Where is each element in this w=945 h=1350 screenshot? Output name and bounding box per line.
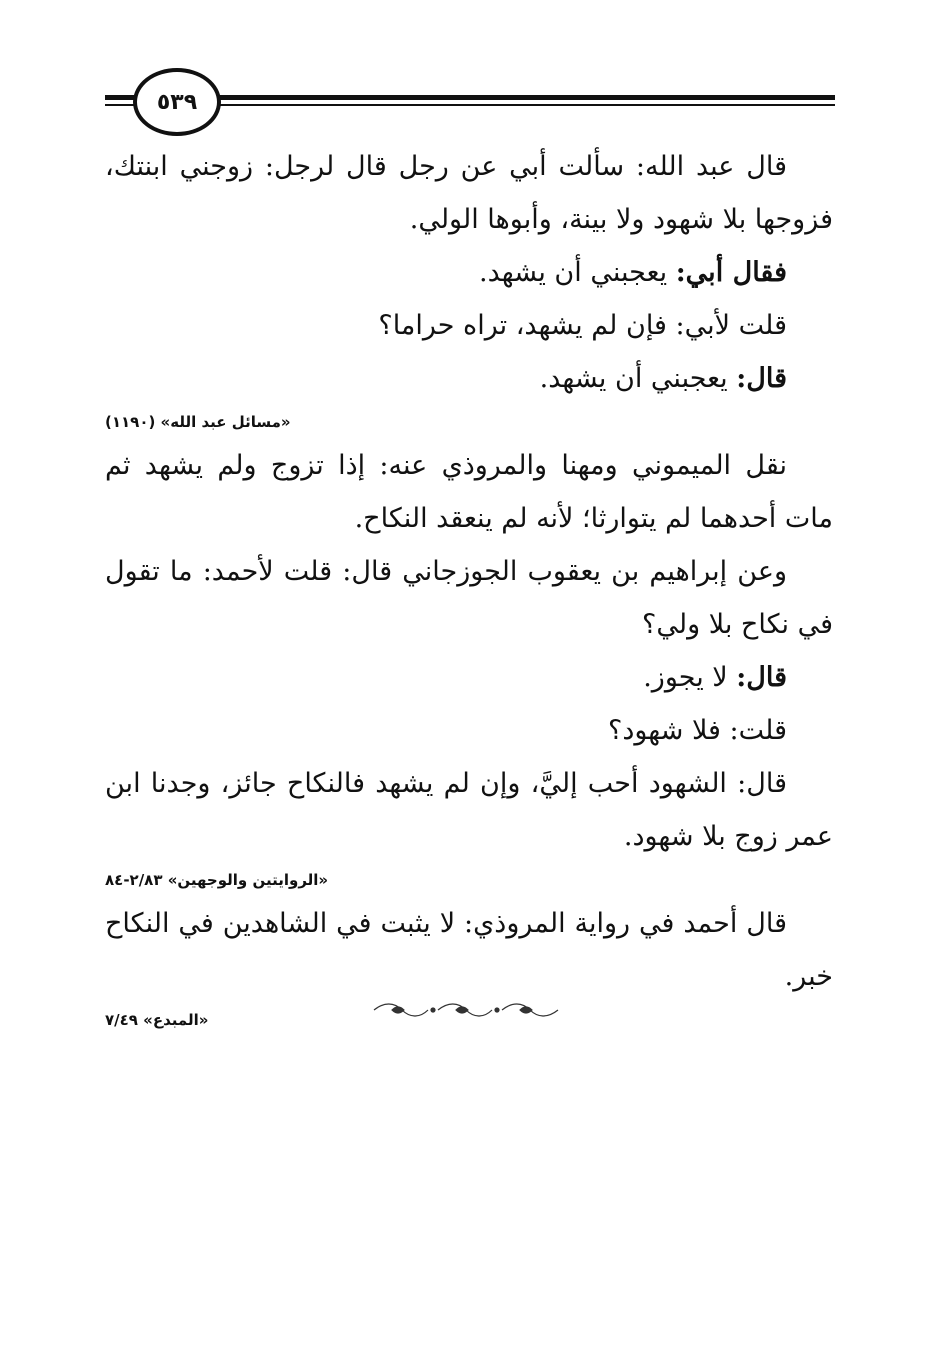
speaker-label: قال: xyxy=(736,363,787,394)
paragraph-9: قال: الشهود أحب إليَّ، وإن لم يشهد فالنكاح جائز، وجدنا ابن عمر زوج بلا شهود. xyxy=(105,768,833,852)
page-number: ٥٣٩ xyxy=(133,68,221,136)
paragraph-text: لا يجوز. xyxy=(643,662,737,693)
floral-divider-icon xyxy=(372,998,562,1022)
paragraph-8: قلت: فلا شهود؟ xyxy=(607,715,787,746)
paragraph-7 xyxy=(105,651,833,704)
paragraph-5: نقل الميموني ومهنا والمروذي عنه: إذا تزوج ولم يشهد ثم مات أحدهما لم يتوارثا؛ لأنه لم ينعقد النكاح. xyxy=(105,450,833,534)
speaker-label: قال: xyxy=(736,662,787,693)
paragraph-10: قال أحمد في رواية المروذي: لا يثبت في الشاهدين في النكاح خبر. xyxy=(105,908,833,992)
paragraph-4 xyxy=(105,352,833,405)
source-citation-3: «المبدع» ٧/٤٩ xyxy=(105,1011,209,1029)
speaker-label: فقال أبي: xyxy=(675,257,787,288)
paragraph-1: قال عبد الله: سألت أبي عن رجل قال لرجل: زوجني ابنتك، فزوجها بلا شهود ولا بينة، وأبوها الولي. xyxy=(105,151,833,235)
paragraph-3: قلت لأبي: فإن لم يشهد، تراه حراما؟ xyxy=(378,310,787,341)
paragraph-6: وعن إبراهيم بن يعقوب الجوزجاني قال: قلت لأحمد: ما تقول في نكاح بلا ولي؟ xyxy=(105,556,833,640)
page-body xyxy=(105,140,833,1037)
source-citation-2: «الروايتين والوجهين» ٢/٨٣-٨٤ xyxy=(105,871,329,889)
source-citation-1: «مسائل عبد الله» (١١٩٠) xyxy=(105,413,291,431)
paragraph-text: يعجبني أن يشهد. xyxy=(539,363,737,394)
page-header xyxy=(105,68,835,136)
paragraph-text: يعجبني أن يشهد. xyxy=(479,257,676,288)
paragraph-2 xyxy=(105,246,833,299)
